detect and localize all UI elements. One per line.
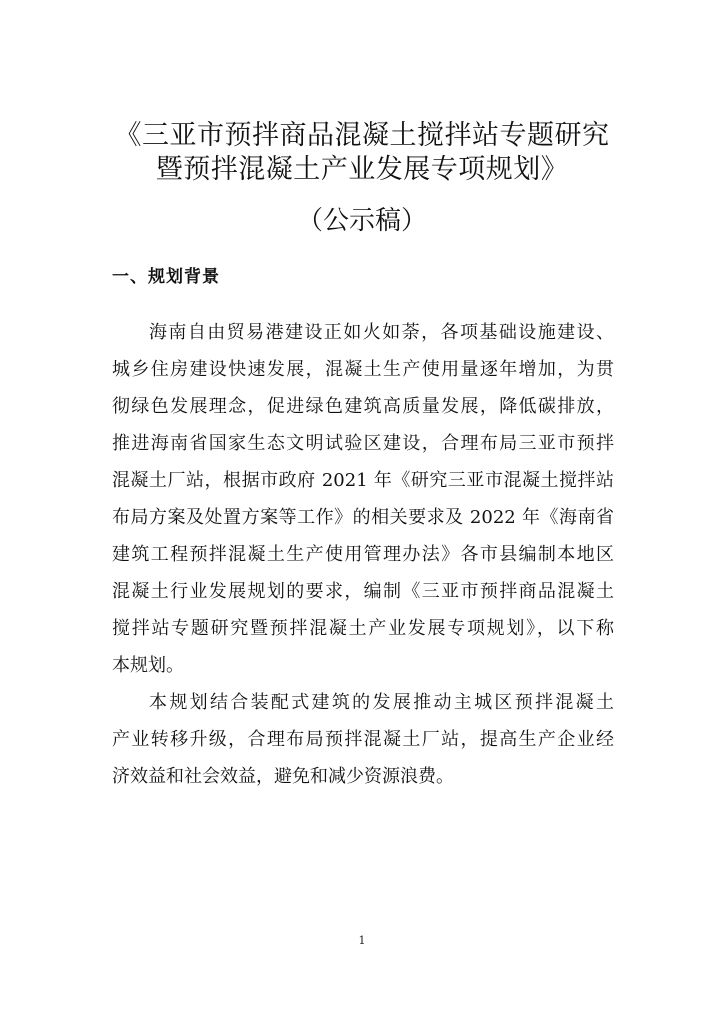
paragraph-2-line: 本规划结合装配式建筑的发展推动主城区预拌混凝土 bbox=[149, 692, 614, 713]
section-heading: 一、规划背景 bbox=[112, 267, 220, 287]
paragraph-1-line: 本规划。 bbox=[112, 655, 184, 676]
paragraph-1-line: 城乡住房建设快速发展，混凝土生产使用量逐年增加，为贯 bbox=[112, 359, 614, 380]
paragraph-1-line: 混凝土厂站，根据市政府 2021 年《研究三亚市混凝土搅拌站 bbox=[112, 470, 614, 491]
paragraph-1-line: 推进海南省国家生态文明试验区建设，合理布局三亚市预拌 bbox=[112, 433, 614, 454]
paragraph-1-line: 海南自由贸易港建设正如火如荼，各项基础设施建设、 bbox=[149, 322, 614, 343]
document-title-line-1: 《三亚市预拌商品混凝土搅拌站专题研究 bbox=[114, 120, 610, 151]
paragraph-1-line: 建筑工程预拌混凝土生产使用管理办法》各市县编制本地区 bbox=[112, 544, 614, 565]
paragraph-1-line: 混凝土行业发展规划的要求，编制《三亚市预拌商品混凝土 bbox=[112, 581, 614, 602]
document-subtitle: （公示稿） bbox=[296, 206, 427, 236]
paragraph-1-line: 搅拌站专题研究暨预拌混凝土产业发展专项规划》，以下称 bbox=[112, 618, 614, 639]
paragraph-1-line: 彻绿色发展理念，促进绿色建筑高质量发展，降低碳排放， bbox=[112, 396, 614, 417]
document-title-line-2: 暨预拌混凝土产业发展专项规划》 bbox=[155, 154, 569, 185]
paragraph-2-line: 济效益和社会效益，避免和减少资源浪费。 bbox=[112, 766, 454, 787]
paragraph-2-line: 产业转移升级，合理布局预拌混凝土厂站，提高生产企业经 bbox=[112, 729, 614, 750]
paragraph-1-line: 布局方案及处置方案等工作》的相关要求及 2022 年《海南省 bbox=[112, 507, 614, 528]
page-number: 1 bbox=[358, 934, 366, 947]
